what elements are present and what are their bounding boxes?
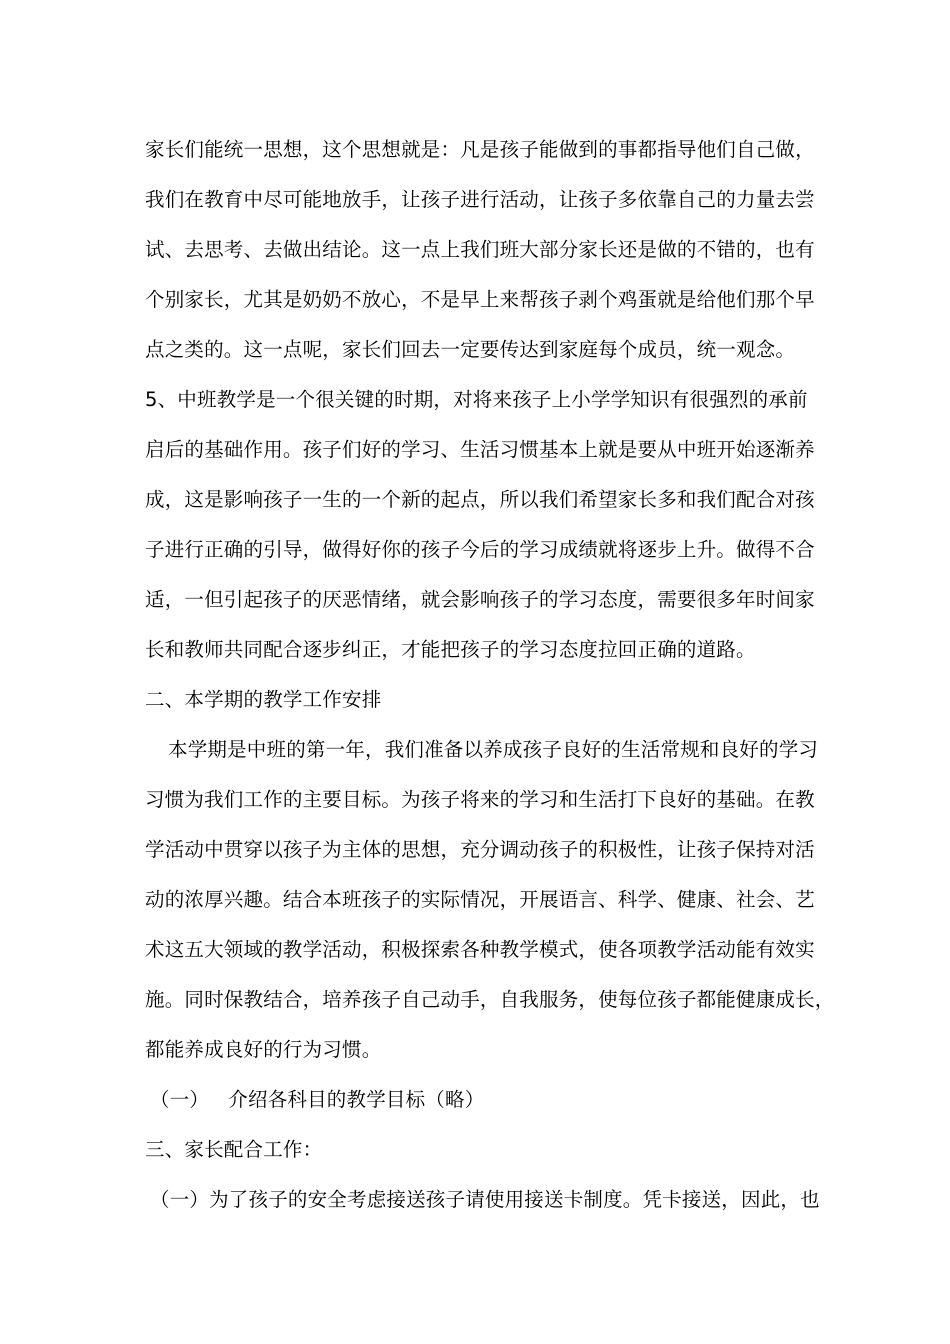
paragraph-line: 点之类的。这一点呢，家长们回去一定要传达到家庭每个成员，统一观念。	[145, 338, 796, 361]
paragraph-line: 适，一但引起孩子的厌恶情绪，就会影响孩子的学习态度，需要很多年时间家	[145, 588, 815, 611]
paragraph-line: 子进行正确的引导，做得好你的孩子今后的学习成绩就将逐步上升。做得不合	[145, 538, 815, 561]
paragraph-line: 长和教师共同配合逐步纠正，才能把孩子的学习态度拉回正确的道路。	[145, 638, 756, 661]
subsection-heading: （一） 介绍各科目的教学目标（略）	[150, 1088, 485, 1111]
paragraph-line: 5、中班教学是一个很关键的时期，对将来孩子上小学学知识有很强烈的承前	[145, 388, 808, 411]
paragraph-line: 本学期是中班的第一年，我们准备以养成孩子良好的生活常规和良好的学习	[168, 738, 819, 761]
paragraph-line: 术这五大领域的教学活动，积极探索各种教学模式，使各项教学活动能有效实	[145, 938, 815, 961]
paragraph-line: 启后的基础作用。孩子们好的学习、生活习惯基本上就是要从中班开始逐渐养	[145, 438, 815, 461]
paragraph-line: 试、去思考、去做出结论。这一点上我们班大部分家长还是做的不错的，也有	[145, 238, 815, 261]
paragraph-line: 习惯为我们工作的主要目标。为孩子将来的学习和生活打下良好的基础。在教	[145, 788, 815, 811]
paragraph-line: 成，这是影响孩子一生的一个新的起点，所以我们希望家长多和我们配合对孩	[145, 488, 815, 511]
paragraph-line: 施。同时保教结合，培养孩子自己动手，自我服务，使每位孩子都能健康成长，	[145, 988, 835, 1011]
paragraph-line: 家长们能统一思想，这个思想就是：凡是孩子能做到的事都指导他们自己做，	[145, 138, 815, 161]
section-heading: 三、家长配合工作：	[145, 1138, 323, 1161]
section-heading: 二、本学期的教学工作安排	[145, 688, 382, 711]
paragraph-line: 都能养成良好的行为习惯。	[145, 1038, 382, 1061]
paragraph-line: 我们在教育中尽可能地放手，让孩子进行活动，让孩子多依靠自己的力量去尝	[145, 188, 815, 211]
paragraph-line: 个别家长，尤其是奶奶不放心，不是早上来帮孩子剥个鸡蛋就是给他们那个早	[145, 288, 815, 311]
paragraph-line: 学活动中贯穿以孩子为主体的思想，充分调动孩子的积极性，让孩子保持对活	[145, 838, 815, 861]
paragraph-line: 动的浓厚兴趣。结合本班孩子的实际情况，开展语言、科学、健康、社会、艺	[145, 888, 815, 911]
paragraph-line: （一）为了孩子的安全考虑接送孩子请使用接送卡制度。凭卡接送，因此，也	[150, 1188, 820, 1211]
